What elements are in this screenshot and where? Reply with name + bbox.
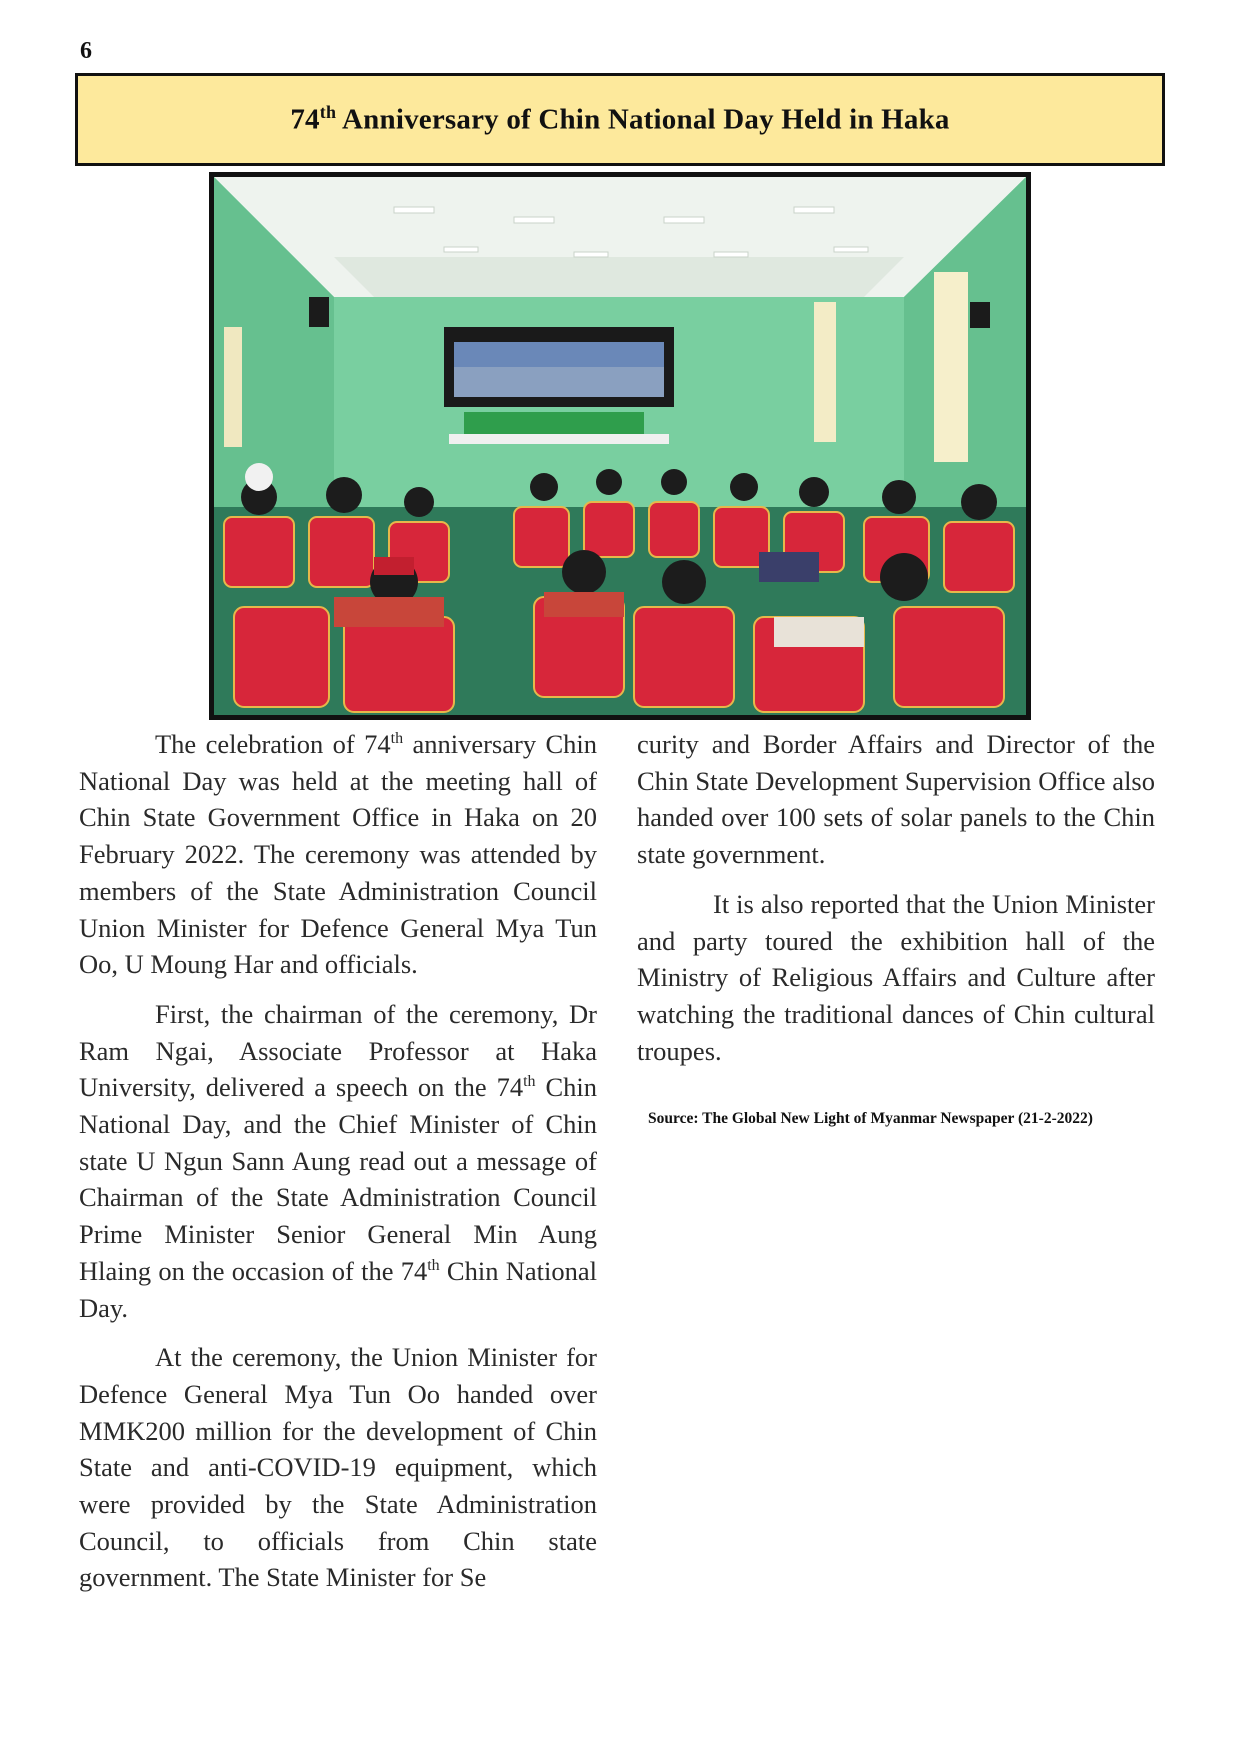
paragraph-2: First, the chairman of the ceremony, Dr Ram Ngai, Associate Professor at Haka University, delivered a speech on the 74th Chin National Day, and the Chief Minister of Chin state U Ngun Sann Aung read out a message of Chairman of the State Administration Council Prime Minister Senior General Min Aung Hlaing on the occasion of the 74th Chin National Day. bbox=[79, 998, 597, 1323]
article-column-left bbox=[79, 726, 597, 1609]
article-title: 74th Anniversary of Chin National Day Held in Haka bbox=[290, 102, 950, 136]
source-credit: Source: The Global New Light of Myanmar Newspaper (21-2-2022) bbox=[648, 1110, 1093, 1127]
meeting-hall-illustration bbox=[214, 177, 1026, 715]
paragraph-3: At the ceremony, the Union Minister for Defence General Mya Tun Oo handed over MMK200 million for the development of Chin State and anti-COVID-19 equipment, which were provided by the State Administration Council, to officials from Chin state government. The State Minister for Se bbox=[79, 1342, 597, 1593]
event-photo bbox=[209, 172, 1031, 720]
paragraph-4: It is also reported that the Union Minister and party toured the exhibition hall of the Ministry of Religious Affairs and Culture after watching the traditional dances of Chin cultural troupes. bbox=[637, 888, 1155, 1066]
paragraph-1: The celebration of 74th anniversary Chin National Day was held at the meeting hall of Chin State Government Office in Haka on 20 February 2022. The ceremony was attended by members of the State Administration Council Union Minister for Defence General Mya Tun Oo, U Moung Har and officials. bbox=[79, 729, 598, 980]
article-column-right bbox=[637, 726, 1155, 1082]
title-banner bbox=[75, 73, 1165, 166]
paragraph-3-continued: curity and Border Affairs and Director of the Chin State Development Supervision Office also handed over 100 sets of solar panels to the Chin state government. bbox=[637, 729, 1155, 870]
page-number: 6 bbox=[80, 38, 92, 64]
